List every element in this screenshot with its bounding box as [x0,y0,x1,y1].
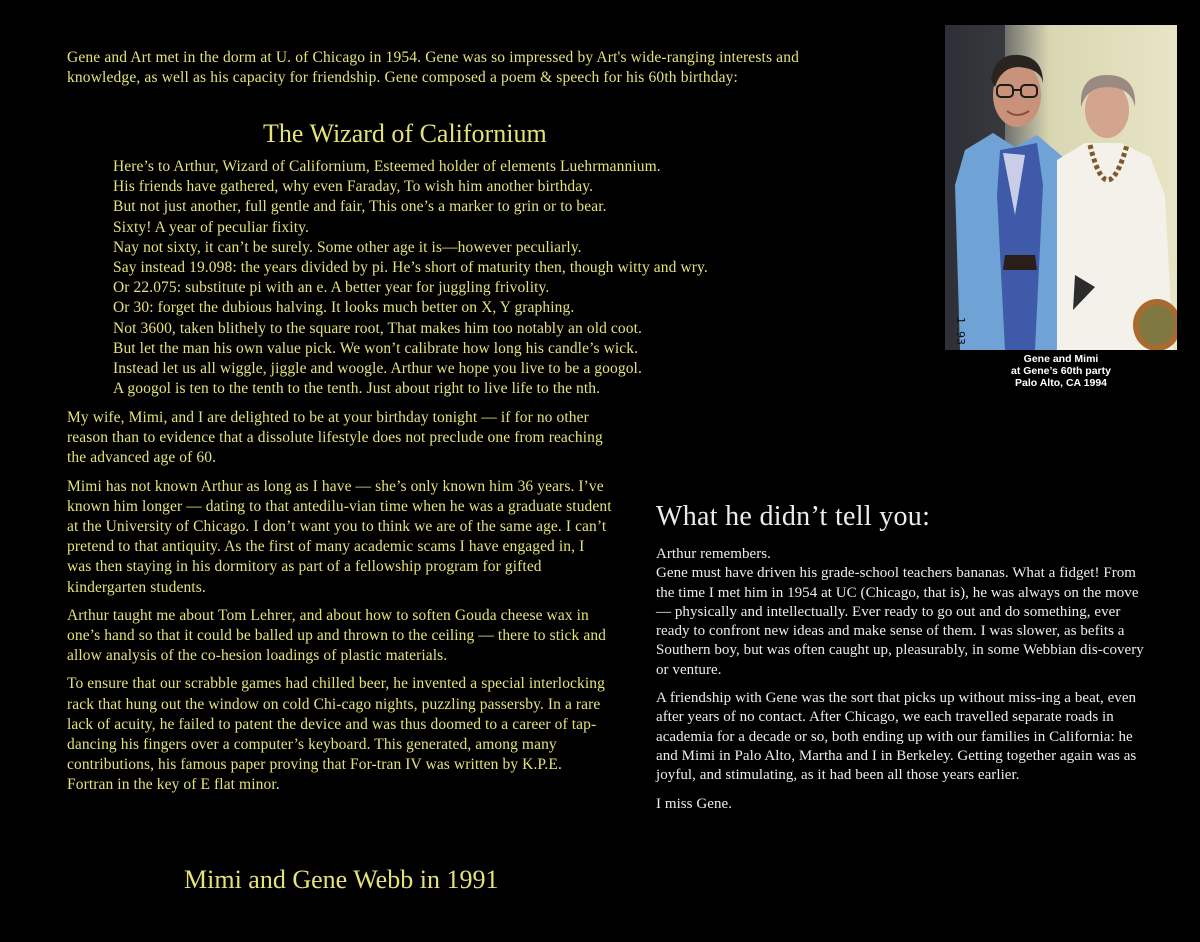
poem-line: Sixty! A year of peculiar fixity. [113,218,309,236]
poem-line: Here’s to Arthur, Wizard of Californium, Esteemed holder of elements Luehrmannium. [113,158,661,175]
poem-line: Or 22.075: substitute pi with an e. A better year for juggling frivolity. [113,279,550,297]
speech-paragraph: My wife, Mimi, and I are delighted to be at your birthday tonight — if for no other reason than to evidence that a dissolute lifestyle does not preclude one from reaching the advanced age of 60. [67,409,603,467]
poem-line: His friends have gathered, why even Faraday, To wish him another birthday. [113,178,594,196]
caption-line: at Gene’s 60th party [1011,365,1111,377]
poem-line: Instead let us all wiggle, jiggle and woogle. Arthur we hope you live to be a googol. [113,360,642,378]
photo-caption [945,353,1177,389]
reply-paragraph: Arthur remembers. Gene must have driven his grade-school teachers bananas. What a fidget! From the time I met him in 1954 at UC (Chicago, that is), he was always on the move — physically and intellectually. Ever ready to go out and do something, ever ready to confront new ideas and make sense of them. I was slower, as befits a Southern boy, but was often caught up, pleasurably, in some Webbian dis-covery or venture. [656,546,1144,678]
poem-line: Say instead 19.098: the years divided by pi. He’s short of maturity then, though witty and wry. [113,259,708,277]
reply-paragraph: A friendship with Gene was the sort that picks up without miss-ing a beat, even after years of no contact. After Chicago, we each travelled separate roads in academia for a decade or so, both ending up with our families in California: he and Mimi in Palo Alto, Martha and I in Berkeley. Getting together again was as joyful, and stimulating, as it had been all those years earlier. [656,690,1137,784]
photo-date-stamp: 1 .93 [954,317,967,345]
poem-line: Nay not sixty, it can’t be surely. Some other age it is—however peculiarly. [113,238,582,256]
speech-paragraph: Mimi has not known Arthur as long as I have — she’s only known him 36 years. I’ve known him longer — dating to that antedilu-vian time when he was a graduate student at the University of Chicago. I don’t want you to think we are of the same age. I can’t pretend to that antiquity. As the first of many academic scams I have engaged in, I was then staying in his dormitory as part of a fellowship program for gifted kindergarten students. [67,477,612,596]
poem-title: The Wizard of Californium [263,119,547,148]
intro-paragraph: Gene and Art met in the dorm at U. of Chicago in 1954. Gene was so impressed by Art's wide-ranging interests and knowledge, as well as his capacity for friendship. Gene composed a poem & speech for his 60th birthday: [67,49,800,86]
reply-text [656,545,1156,823]
poem-line: A googol is ten to the tenth to the tenth. Just about right to live life to the nth. [113,380,601,398]
poem-lines [113,157,903,399]
reply-paragraph: I miss Gene. [656,795,733,812]
photo-illustration [945,25,1177,350]
photo-gene-and-mimi [945,25,1177,350]
speech-signature: Mimi and Gene Webb in 1991 [184,865,499,894]
birthday-speech [67,408,612,804]
poem-line: But let the man his own value pick. We won’t calibrate how long his candle’s wick. [113,339,639,357]
caption-line: Palo Alto, CA 1994 [1015,377,1107,389]
poem-line: But not just another, full gentle and fair, This one’s a marker to grin or to bear. [113,198,607,216]
speech-paragraph: Arthur taught me about Tom Lehrer, and about how to soften Gouda cheese wax in one’s hand so that it could be balled up and thrown to the ceiling — there to stick and allow analysis of the co-hesion loadings of plastic materials. [67,606,607,665]
poem-line: Or 30: forget the dubious halving. It looks much better on X, Y graphing. [113,299,575,317]
caption-line: Gene and Mimi [1023,353,1099,365]
reply-title: What he didn’t tell you: [656,501,931,532]
poem-line: Not 3600, taken blithely to the square root, That makes him too notably an old coot. [113,319,642,337]
speech-paragraph: To ensure that our scrabble games had chilled beer, he invented a special interlocking rack that hung out the window on cold Chi-cago nights, puzzling passersby. In a rare lack of acuity, he failed to patent the device and was thus doomed to a career of tap-dancing his fingers over a computer’s keyboard. This generated, among many contributions, his famous paper proving that For-tran IV was written by K.P.E. Fortran in the key of E flat minor. [67,675,605,794]
